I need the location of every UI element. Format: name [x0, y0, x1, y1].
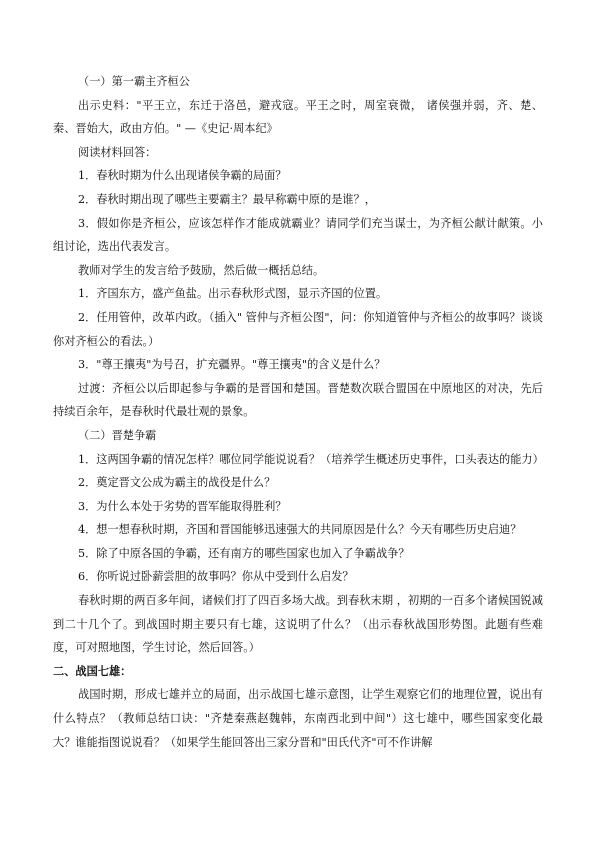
question-item: 4．想一想春秋时期，齐国和晋国能够迅速强大的共同原因是什么？今天有哪些历史启迪？	[78, 523, 522, 537]
question-item: 2．奠定晋文公成为霸主的战役是什么？	[78, 476, 276, 490]
question-item: 1．这两国争霸的情况怎样？哪位同学能说说看？（培养学生概述历史事件，口头表达的能力）	[78, 452, 544, 466]
summary-point: 2．任用管仲，改革内政。（插入" 管仲与齐桓公图"，问：你知道管仲与齐桓公的故事吗？谈谈你对齐桓公的看法。）	[53, 310, 543, 348]
question-item: 6．你听说过卧薪尝胆的故事吗？你从中受到什么启发？	[78, 570, 354, 584]
transition-paragraph: 过渡：齐桓公以后即起参与争霸的是晋国和楚国。晋楚数次联合盟国在中原地区的对决，先后持续百余年，是春秋时代最壮观的景象。	[53, 381, 543, 419]
summary-point: 3．"尊王攘夷"为号召，扩充疆界。"尊王攘夷"的含义是什么？	[78, 358, 386, 372]
section-heading-qi-huangong: （一）第一霸主齐桓公	[78, 75, 190, 88]
historical-source-paragraph: 出示史料："平王立，东迁于洛邑，避戎寇。平王之时，周室衰微， 诸侯强并弱，齐、楚、秦、晋始大，政由方伯。" —《史记·周本纪》	[53, 98, 543, 136]
question-item: 5．除了中原各国的争霸，还有南方的哪些国家也加入了争霸战争？	[78, 546, 410, 560]
body-paragraph: 战国时期，形成七雄并立的局面，出示战国七雄示意图，让学生观察它们的地理位置，说出有什么特点？（教师总结口诀："齐楚秦燕赵魏韩，东南西北到中间"）这七雄中，哪些国家变化最大？谁能指图说说看？（如果学生能回答出三家分晋和"田氏代齐"可不作讲解	[53, 688, 543, 749]
section-heading-warring-states: 二、战国七雄：	[53, 664, 132, 678]
summary-point: 1．齐国东方，盛产鱼盐。出示春秋形式图，显示齐国的位置。	[78, 287, 388, 301]
body-paragraph: 春秋时期的两百多年间，诸候们打了四百多场大战。到春秋末期 ，初期的一百多个诸候国锐减到二十几个了。到战国时期主要只有七雄，这说明了什么？（出示春秋战国形势图。此题有些难度，可对照地图，学生讨论，然后回答。）	[53, 594, 543, 655]
document-body	[53, 70, 543, 754]
question-item: 1．春秋时期为什么出现诸侯争霸的局面？	[78, 169, 287, 183]
question-item: 3．为什么本处于劣势的晋军能取得胜利？	[78, 499, 287, 513]
question-item: 2．春秋时期出现了哪些主要霸主？最早称霸中原的是谁？，	[78, 192, 376, 206]
section-heading-jin-chu: （二）晋楚争霸	[78, 428, 157, 442]
question-item: 3．假如你是齐桓公，应该怎样作才能成就霸业？请同学们充当谋士，为齐桓公献计献策。小组讨论，选出代表发言。	[53, 216, 543, 254]
teacher-summary-intro: 教师对学生的发言给予鼓励，然后做一概括总结。	[78, 263, 325, 277]
reading-prompt: 阅读材料回答：	[78, 145, 157, 159]
